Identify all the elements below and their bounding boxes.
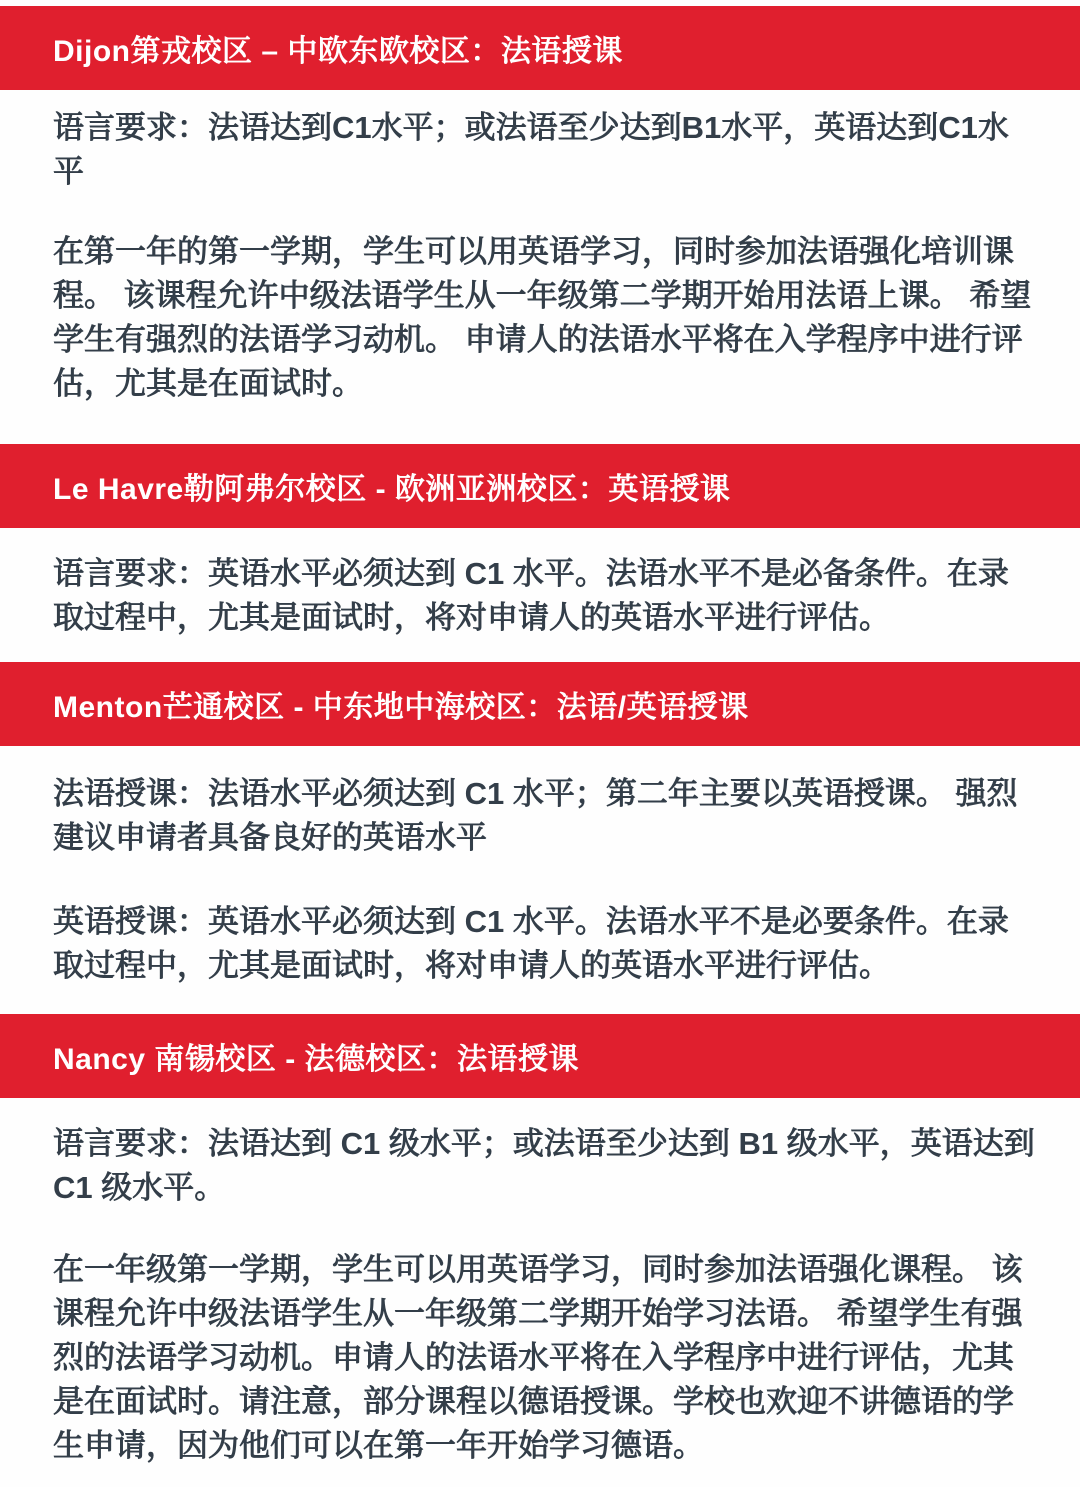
section-title-nancy: Nancy 南锡校区 - 法德校区：法语授课 <box>53 1043 580 1076</box>
section-header-nancy <box>0 1014 1080 1098</box>
paragraph-nancy-language-requirement: 语言要求：法语达到 C1 级水平；或法语至少达到 B1 级水平，英语达到 C1 级水平。 <box>53 1126 1035 1205</box>
section-dijon-campus <box>0 6 1080 406</box>
section-title-lehavre: Le Havre勒阿弗尔校区 - 欧洲亚洲校区：英语授课 <box>53 473 731 506</box>
paragraph-menton-french-track: 法语授课：法语水平必须达到 C1 水平；第二年主要以英语授课。 强烈建议申请者具备良好的英语水平 <box>53 776 1018 855</box>
section-title-dijon: Dijon第戎校区 – 中欧东欧校区：法语授课 <box>53 35 623 68</box>
paragraph-lehavre-language-requirement: 语言要求：英语水平必须达到 C1 水平。法语水平不是必备条件。在录取过程中，尤其是面试时，将对申请人的英语水平进行评估。 <box>53 556 1009 635</box>
section-header-menton <box>0 662 1080 746</box>
section-header-dijon <box>0 6 1080 90</box>
section-lehavre-campus <box>0 444 1080 640</box>
paragraph-nancy-detail: 在一年级第一学期，学生可以用英语学习，同时参加法语强化课程。 该课程允许中级法语学生从一年级第二学期开始学习法语。 希望学生有强烈的法语学习动机。申请人的法语水平将在入学程序中进行评估，尤其是在面试时。请注意，部分课程以德语授课。学校也欢迎不讲德语的学生申请，因为他们可以在第一年开始学习德语。 <box>53 1252 1023 1463</box>
section-header-lehavre <box>0 444 1080 528</box>
section-nancy-campus <box>0 1014 1080 1468</box>
paragraph-dijon-language-requirement: 语言要求：法语达到C1水平；或法语至少达到B1水平，英语达到C1水平 <box>53 110 1009 189</box>
section-title-menton: Menton芒通校区 - 中东地中海校区：法语/英语授课 <box>53 691 749 724</box>
section-menton-campus <box>0 662 1080 988</box>
paragraph-menton-english-track: 英语授课：英语水平必须达到 C1 水平。法语水平不是必要条件。在录取过程中，尤其是面试时，将对申请人的英语水平进行评估。 <box>53 904 1009 983</box>
paragraph-dijon-detail: 在第一年的第一学期，学生可以用英语学习，同时参加法语强化培训课程。 该课程允许中级法语学生从一年级第二学期开始用法语上课。 希望学生有强烈的法语学习动机。 申请人的法语水平将在入学程序中进行评估，尤其是在面试时。 <box>53 234 1032 401</box>
